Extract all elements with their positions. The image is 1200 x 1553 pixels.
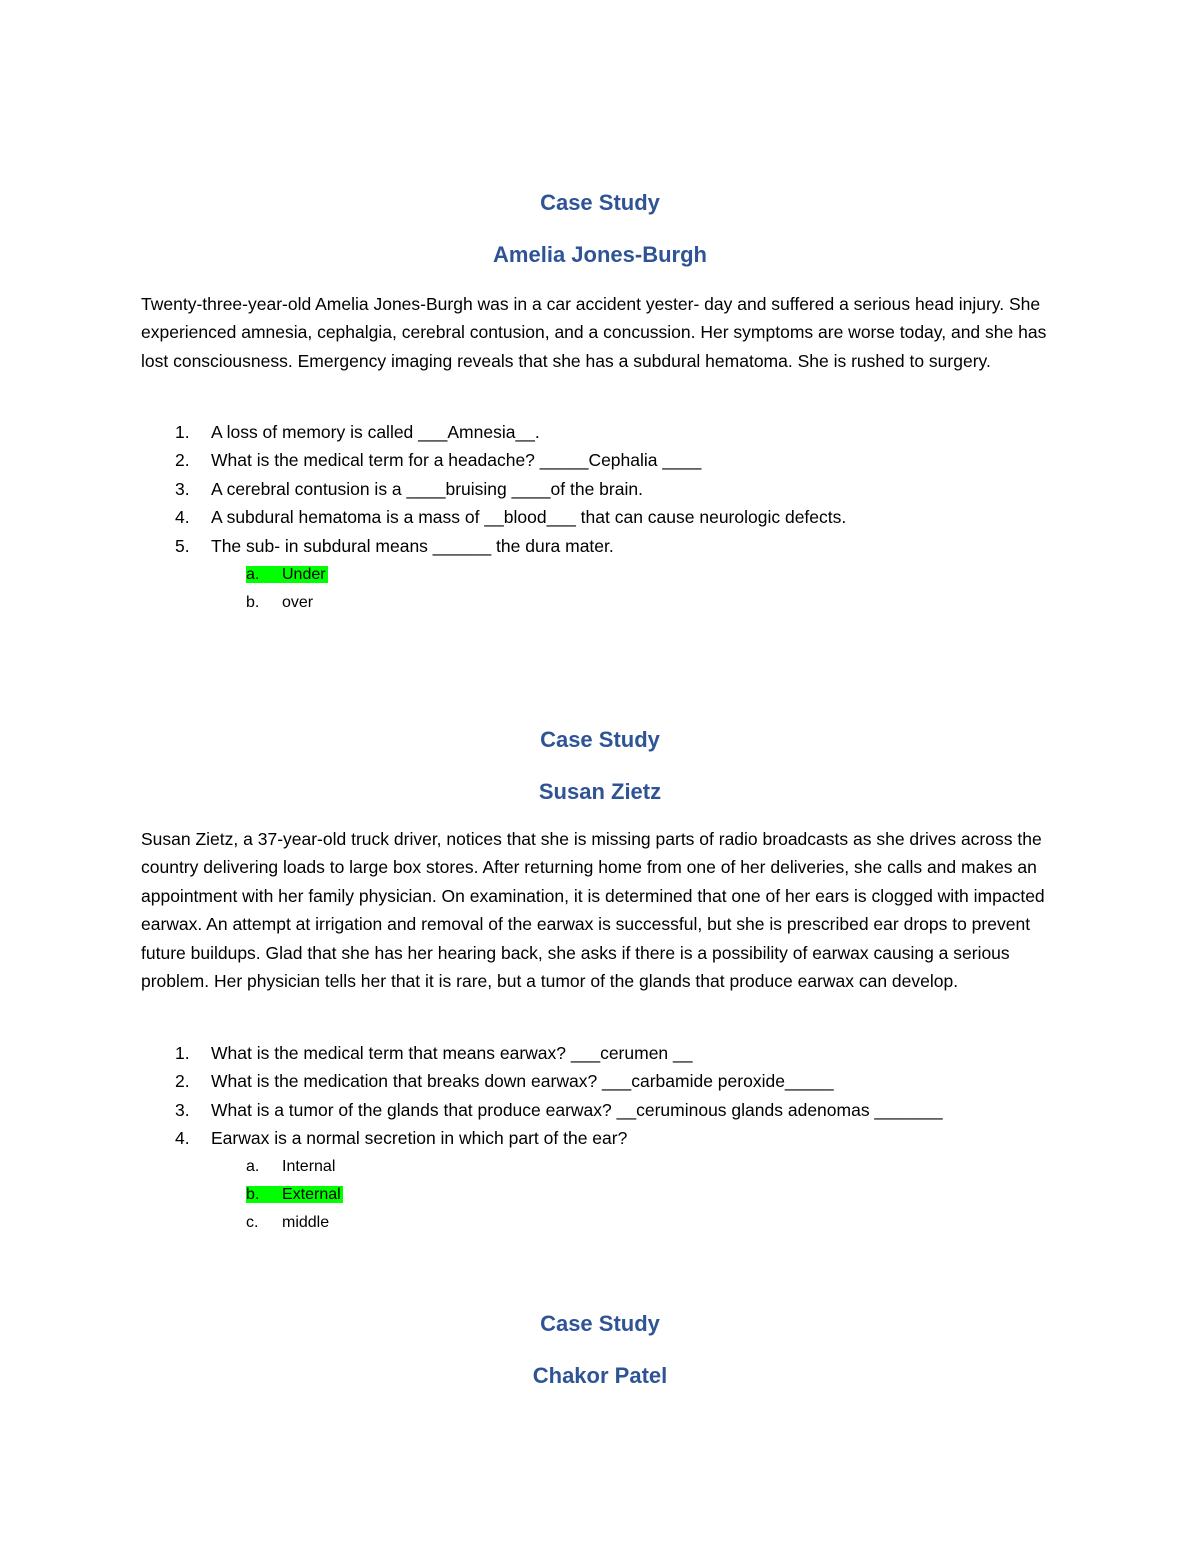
option-text: External xyxy=(282,1186,341,1203)
question-number: 5. xyxy=(175,535,190,556)
case2-option-c xyxy=(246,1209,329,1237)
case1-option-a xyxy=(246,561,328,589)
question-text: A cerebral contusion is a ____bruising ____of the brain. xyxy=(211,478,643,499)
list-item xyxy=(141,1039,1061,1067)
answer-highlight xyxy=(246,566,328,583)
list-item xyxy=(141,1124,1061,1152)
case1-patient-name: Amelia Jones-Burgh xyxy=(493,242,707,267)
case2-option-b xyxy=(246,1181,343,1209)
question-text: A loss of memory is called ___Amnesia__. xyxy=(211,422,540,442)
case2-title: Case Study xyxy=(540,727,660,752)
question-number: 2. xyxy=(175,1071,190,1092)
question-number: 3. xyxy=(175,478,190,499)
case3-title: Case Study xyxy=(540,1311,660,1336)
case1-question-list xyxy=(141,418,1061,560)
option-letter: a. xyxy=(246,1158,260,1175)
list-item xyxy=(141,1067,1061,1095)
question-text: A subdural hematoma is a mass of __blood___ that can cause neurologic defects. xyxy=(211,507,847,528)
case2-patient-name: Susan Zietz xyxy=(538,779,662,804)
option-text: Internal xyxy=(282,1158,336,1175)
question-text: What is a tumor of the glands that produce earwax? __ceruminous glands adenomas _______ xyxy=(211,1099,943,1120)
question-text: What is the medical term for a headache? _____Cephalia ____ xyxy=(211,450,702,471)
question-number: 3. xyxy=(175,1099,190,1120)
question-text: What is the medical term that means earwax? ___cerumen __ xyxy=(211,1043,693,1063)
list-item xyxy=(141,503,1061,531)
question-number: 1. xyxy=(175,422,190,442)
question-number: 1. xyxy=(175,1043,190,1063)
case2-option-a xyxy=(246,1153,335,1181)
question-number: 4. xyxy=(175,1128,190,1149)
question-text: The sub- in subdural means ______ the dura mater. xyxy=(211,535,614,556)
case1-option-b xyxy=(246,589,313,617)
option-letter: a. xyxy=(246,566,260,583)
list-item xyxy=(141,1096,1061,1124)
option-text: over xyxy=(282,594,314,611)
case2-question-list xyxy=(141,1039,1061,1153)
case3-patient-name: Chakor Patel xyxy=(532,1363,668,1388)
option-letter: b. xyxy=(246,594,260,611)
case2-paragraph: Susan Zietz, a 37-year-old truck driver, notices that she is missing parts of radio broadcasts as she drives across the country delivering loads to large box stores. After returning home from one of her deliveries, she calls and makes an appointment with her family physician. On examination, it is determined that one of her ears is clogged with impacted earwax. An attempt at irrigation and removal of the earwax is successful, but she is prescribed ear drops to prevent future buildups. Glad that she has her hearing back, she asks if there is a possibility of earwax causing a serious problem. Her physician tells her that it is rare, but a tumor of the glands that produce earwax can develop. xyxy=(141,829,1045,992)
list-item xyxy=(141,446,1061,474)
question-number: 4. xyxy=(175,507,190,528)
option-text: Under xyxy=(282,566,326,583)
option-letter: c. xyxy=(246,1214,259,1231)
list-item xyxy=(141,418,1061,446)
question-text: Earwax is a normal secretion in which part of the ear? xyxy=(211,1128,628,1149)
list-item xyxy=(141,532,1061,560)
question-number: 2. xyxy=(175,450,190,471)
case1-paragraph: Twenty-three-year-old Amelia Jones-Burgh was in a car accident yester- day and suffered a serious head injury. She experienced amnesia, cephalgia, cerebral contusion, and a concussion. Her symptoms are worse today, and she has lost consciousness. Emergency imaging reveals that she has a subdural hematoma. She is rushed to surgery. xyxy=(141,294,1047,371)
list-item xyxy=(141,475,1061,503)
answer-highlight xyxy=(246,1186,343,1203)
option-text: middle xyxy=(282,1214,330,1231)
option-letter: b. xyxy=(246,1186,260,1203)
question-text: What is the medication that breaks down earwax? ___carbamide peroxide_____ xyxy=(211,1071,834,1092)
case1-title: Case Study xyxy=(540,190,660,215)
